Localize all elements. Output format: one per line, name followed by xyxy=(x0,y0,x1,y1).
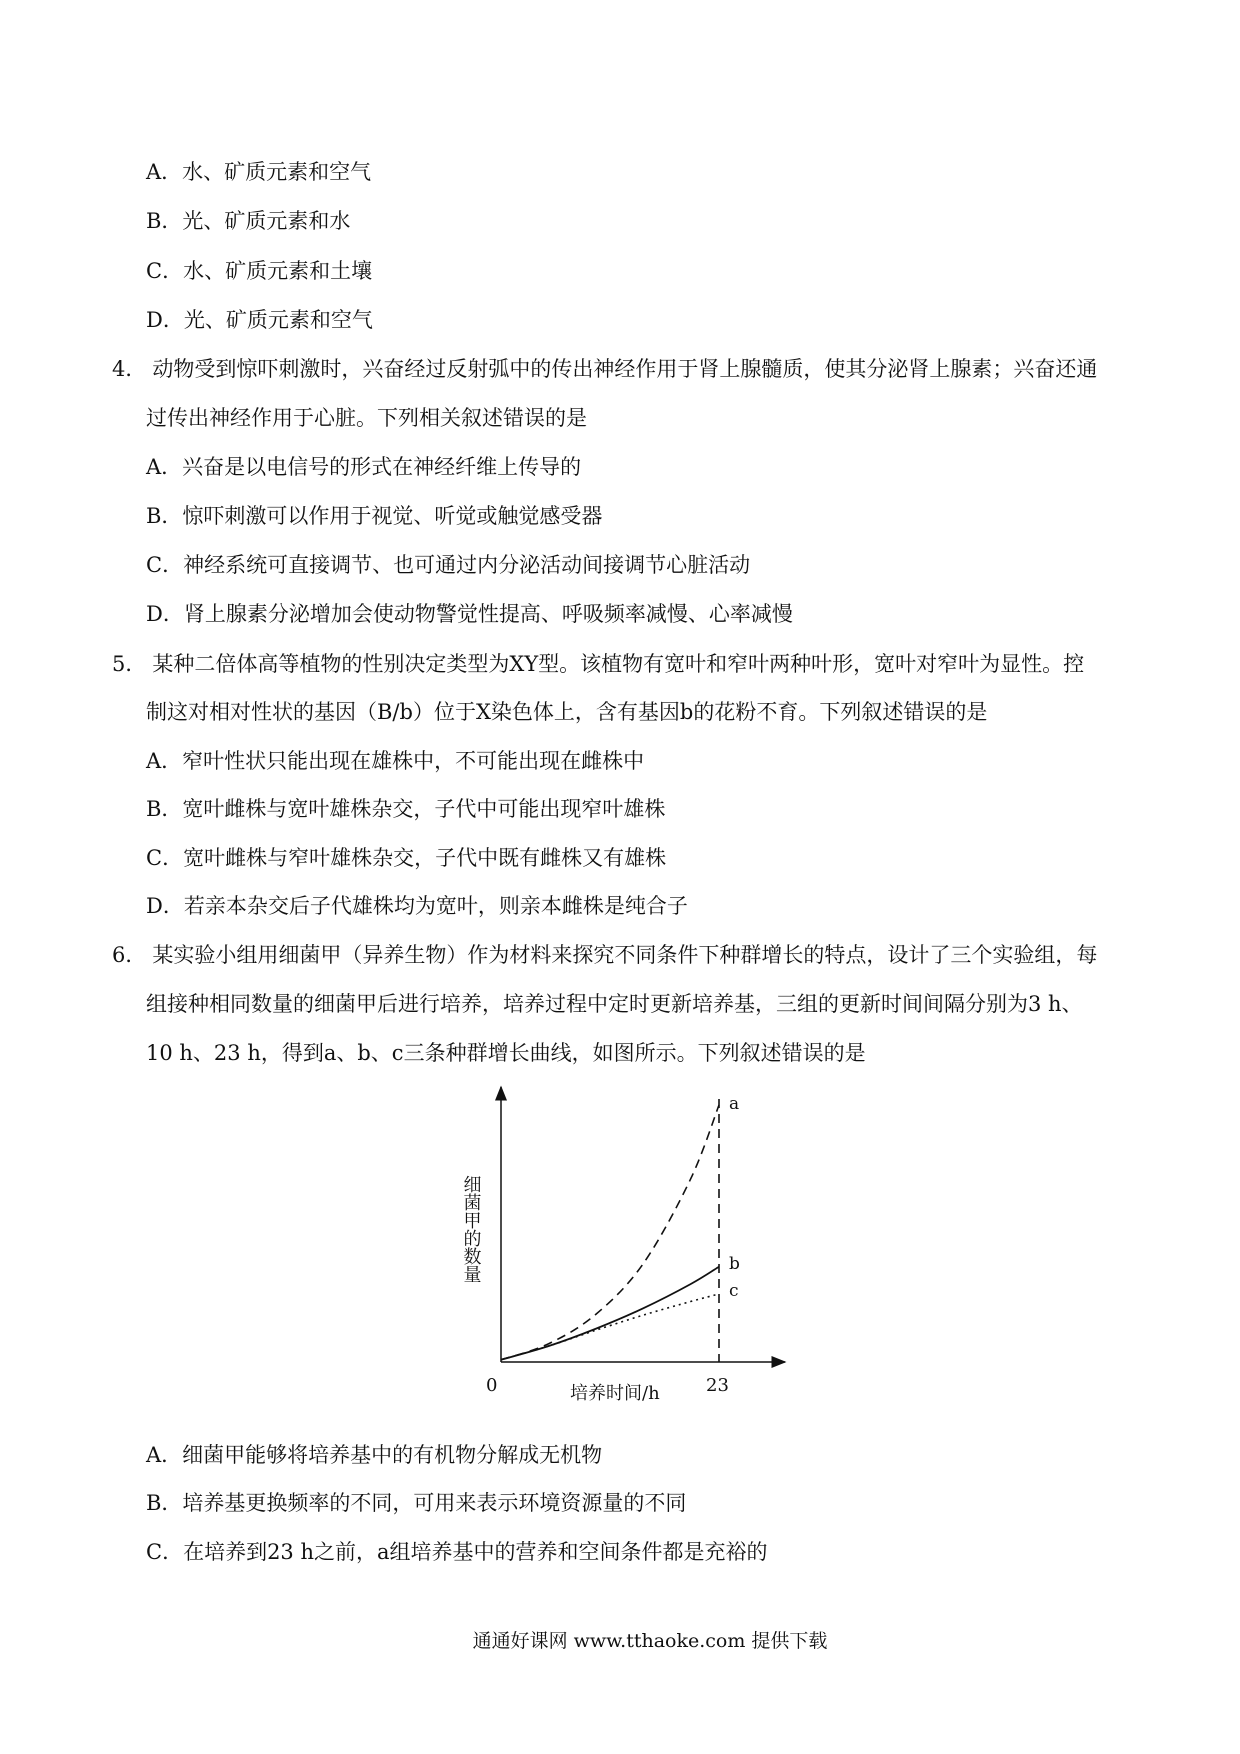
q6-stem-line3: 10 h、23 h，得到a、b、c三条种群增长曲线，如图所示。下列叙述错误的是 xyxy=(146,1041,866,1065)
series-line-a xyxy=(501,1105,719,1360)
x-tick-23: 23 xyxy=(706,1375,729,1396)
q5-number: 5． xyxy=(112,652,147,676)
q6-option-b: B．培养基更换频率的不同，可用来表示环境资源量的不同 xyxy=(146,1491,687,1515)
series-label-b: b xyxy=(729,1253,740,1274)
q4-option-a: A．兴奋是以电信号的形式在神经纤维上传导的 xyxy=(146,455,582,479)
x-tick-0: 0 xyxy=(486,1375,498,1396)
q4-stem-line2: 过传出神经作用于心脏。下列相关叙述错误的是 xyxy=(146,406,587,430)
q4-stem-line1 xyxy=(112,355,1097,383)
q3-option-c: C．水、矿质元素和土壤 xyxy=(146,259,373,283)
page-footer: 通通好课网 www.tthaoke.com 提供下载 xyxy=(472,1630,828,1652)
series-label-a: a xyxy=(729,1094,740,1114)
q3-option-a: A．水、矿质元素和空气 xyxy=(146,160,372,184)
x-axis-label: 培养时间/h xyxy=(570,1383,660,1404)
q5-option-c: C．宽叶雌株与窄叶雄株杂交，子代中既有雌株又有雄株 xyxy=(146,846,667,870)
q6-option-c: C．在培养到23 h之前，a组培养基中的营养和空间条件都是充裕的 xyxy=(146,1540,768,1564)
q3-option-d: D．光、矿质元素和空气 xyxy=(146,308,373,332)
q5-option-d: D．若亲本杂交后子代雄株均为宽叶，则亲本雌株是纯合子 xyxy=(146,894,688,918)
q6-stem-line1 xyxy=(112,941,1097,969)
growth-curve-chart xyxy=(430,1075,800,1425)
q6-number: 6． xyxy=(112,943,147,967)
q4-number: 4． xyxy=(112,357,147,381)
q6-stem-line2: 组接种相同数量的细菌甲后进行培养，培养过程中定时更新培养基，三组的更新时间间隔分别为3 h、 xyxy=(146,992,1083,1016)
q4-option-b: B．惊吓刺激可以作用于视觉、听觉或触觉感受器 xyxy=(146,504,603,528)
q6-option-a: A．细菌甲能够将培养基中的有机物分解成无机物 xyxy=(146,1443,603,1467)
y-axis-label: 细菌甲的数量 xyxy=(460,1175,482,1283)
q4-option-d: D．肾上腺素分泌增加会使动物警觉性提高、呼吸频率减慢、心率减慢 xyxy=(146,602,793,626)
q5-stem-line1 xyxy=(112,650,1084,678)
series-label-c: c xyxy=(729,1280,739,1301)
q5-option-a: A．窄叶性状只能出现在雄株中，不可能出现在雌株中 xyxy=(146,749,645,773)
series-line-b xyxy=(501,1267,719,1360)
q3-option-b: B．光、矿质元素和水 xyxy=(146,209,351,233)
q4-stem-text1: 动物受到惊吓刺激时，兴奋经过反射弧中的传出神经作用于肾上腺髓质，使其分泌肾上腺素；兴奋还通 xyxy=(152,357,1098,381)
q5-stem-line2: 制这对相对性状的基因（B/b）位于X染色体上，含有基因b的花粉不育。下列叙述错误的是 xyxy=(146,700,988,724)
q4-option-c: C．神经系统可直接调节、也可通过内分泌活动间接调节心脏活动 xyxy=(146,553,751,577)
q5-stem-text1: 某种二倍体高等植物的性别决定类型为XY型。该植物有宽叶和窄叶两种叶形，宽叶对窄叶为显性。控 xyxy=(152,652,1085,676)
q5-option-b: B．宽叶雌株与宽叶雄株杂交，子代中可能出现窄叶雄株 xyxy=(146,797,666,821)
q6-stem-text1: 某实验小组用细菌甲（异养生物）作为材料来探究不同条件下种群增长的特点，设计了三个实验组，每 xyxy=(152,943,1098,967)
